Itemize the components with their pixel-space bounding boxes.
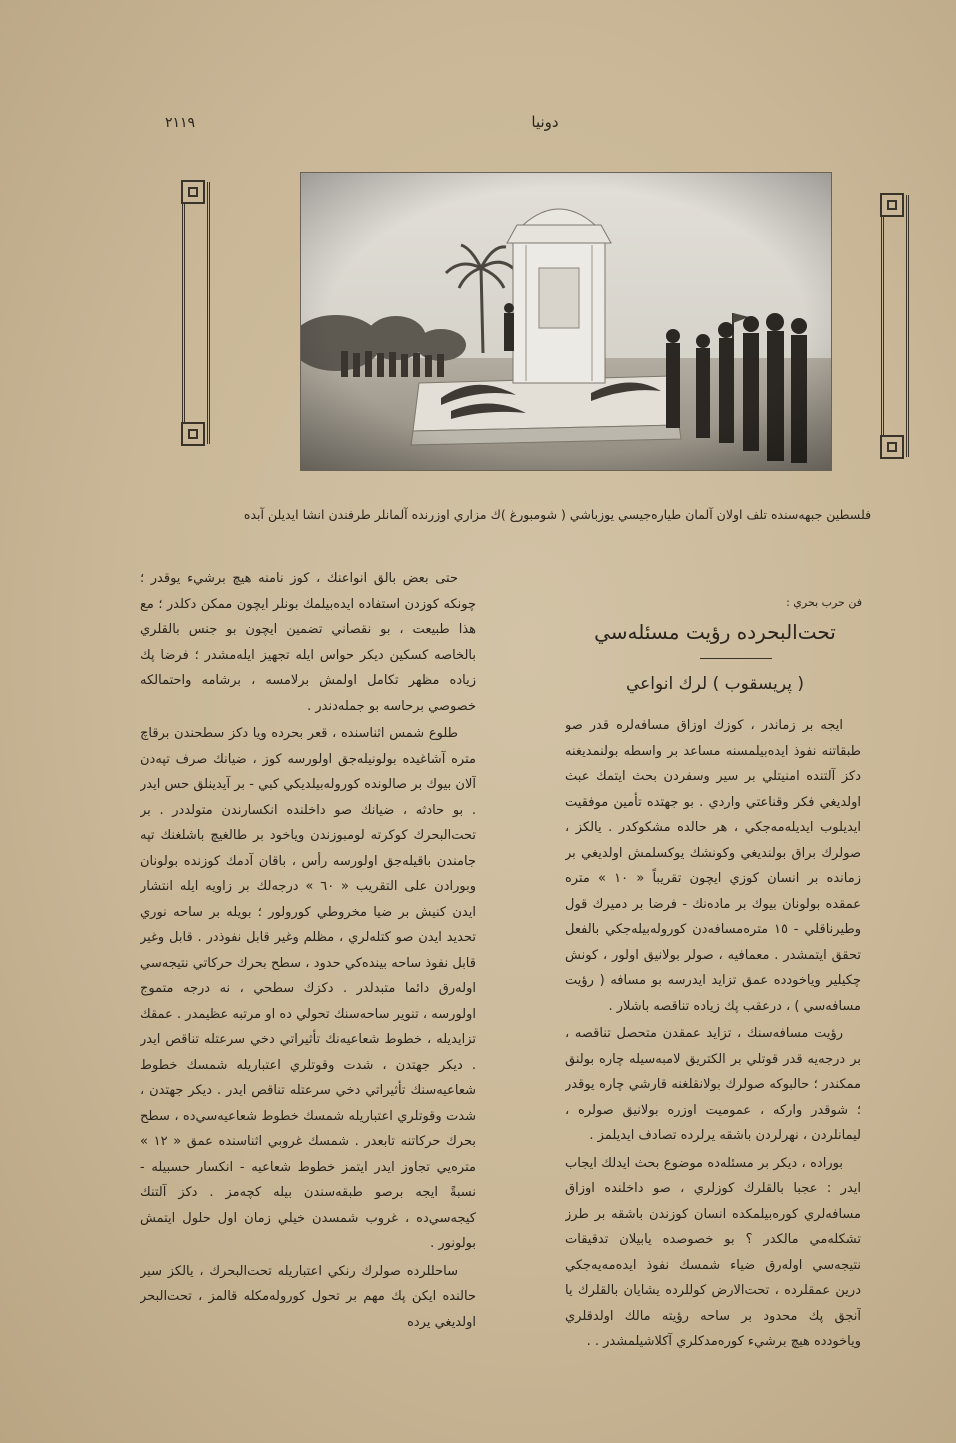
paragraph: طلوع شمس اثناسنده ، قعر بحرده ويا دكز سطحندن برقاچ متره آشاغيده بولونيله‌جق اولورسه كوز ، ضيانك صرف تپه‌دن آلان بيوك بر صالونده كوروله‌بيلديكي كبي - بر آيدينلق حس ايدر . بو حادثه ، ضيانك صو داخلنده انكسارندن متولددر . بر تحت‌البحرك كوكرته لومبوزندن وياخود بر طالغيچ باشلغنك تپه جامندن باقيله‌جق اولورسه رأس ، باقان آدمك كوزنده بولونان وبورادن على التقريب « ٦٠ » درجه‌لك بر زاويه ايله انتشار ايدن كنيش بر ضيا مخروطي كورولور ؛ بويله بر ساحه نوري تحديد ايدن صو كتله‌لري ، مظلم وغير قابل نفوذدر . قابل وغير قابل نفوذ ساحه بينده‌كي حدود ، سطح بحرك حركاتي نتيجه‌سي اوله‌رق دائما متبدلدر . دكزك سطحي ، نه درجه متموج اولورسه ، تنوير ساحه‌سنك تحولي ده او مرتبه عظيمدر . عمقك تزايديله ، خطوط شعاعيه‌نك تأثيراتي دخي سرعتله تناقص ايدر . ديكر جهتدن ، شدت وقوتلري اعتباريله شمسك خطوط شعاعيه‌سنك تأثيراتي دخي سرعتله تناقص ايدر . ديكر جهتدن ، شدت وقوتلري اعتباريله شمسك خطوط شعاعيه‌سي‌ده ، سطح بحرك حركاتنه تابعدر . شمسك غروبي اثناسنده عمق « ١٢ » متره‌يي تجاوز ايدر ايتمز خطوط شعاعيه - انكسار حسبيله - نسبةً ايجه برصو طبقه‌سندن بيله كچه‌مز . دكز آلتنك كيجه‌سي‌ده ، غروب شمسدن خيلي زمان اول حلول ايتمش بولونور . [140,726,476,1251]
decorative-border-right [881,195,909,457]
decorative-border-left [182,182,210,444]
paragraph: ايجه بر زماندر ، كوزك اوزاق مسافه‌لره قدر صو طبقاتنه نفوذ ايده‌بيلمسنه مساعد بر واسطه بولنمديغنه دكز آلتنده امنيتلي بر سير وسفردن بحث ايتمك عبث اولديغي فكر وقناعتي واردي . بو جهتده تأمين موفقيت ايديلوب ايديله‌مه‌جكي ، هر حالده مشكوكدر . يالكز ، صولرك براق بولنديغي وكونشك يوكسلمش اولديغي بر زمانده بر انسان كوزي ايچون تقريباً « ١٠ » متره عمقده بولونان بيوك بر ماده‌نك - فرضا بر دميرك قول وطيرناقلي - ١٥ متره‌مسافه‌دن كوروله‌بيله‌جكي بالفعل تحقق ايتمشدر . معمافيه ، صولر بولانيق اولور ، كونش چكيلير وياخودده عمق تزايد ايدرسه بو مسافه ( رؤيت مسافه‌سي ) ، درعقب پك زياده تناقصه باشلار . [565,718,861,1014]
monument-photo [300,172,832,471]
paragraph: ساحللرده صولرك رنكي اعتباريله تحت‌البحرك ، يالكز سير حالنده ايكن پك مهم بر تحول كوروله‌مكله قالمز ، تحت‌البحر اولديغي يرده [140,1263,476,1330]
title-divider [700,658,772,659]
monument-photo-drawing [301,173,831,470]
photo-caption: فلسطين جبهه‌سنده تلف اولان آلمان طياره‌جيسي يوزباشي ( شومبورغ )ك مزاري اوزرنده آلمانلر طرفندن انشا ايديلن آبده [243,507,872,522]
paragraph: رؤيت مسافه‌سنك ، تزايد عمقدن متحصل تناقصه ، بر درجه‌يه قدر قوتلي بر الكتريق لامبه‌سيله چاره بولنق ممكندر ؛ حالبوكه صولرك بولانقلغنه قارشي چاره يوقدر ؛ شوقدر واركه ، عموميت اوزره بولانيق صولره ، ليمانلردن ، نهرلردن باشقه يرلرده تصادف ايديلمز . [565,1026,861,1143]
section-label: فن حرب بحري : [786,596,862,609]
ornament-square-icon [181,422,205,446]
article-subtitle: ( پريسقوب ) لرك انواعي [625,674,805,694]
article-title: تحت‌البحرده رؤيت مسئله‌سي [594,620,836,644]
ornament-square-icon [880,193,904,217]
paragraph: بوراده ، ديكر بر مسئله‌ده موضوع بحث ايدلك ايجاب ايدر : عجبا بالقلرك كوزلري ، صو داخلنده اوزاق مسافه‌لري كوره‌بيلمكده انسان كوزندن باشقه بر طرز تشكله‌مي مالكدر ؟ بو خصوصده يابيلان تدقيقات نتيجه‌سي اوله‌رق ضياء شمسك نفوذ ايده‌مه‌يه‌جكي درين عمقلرده ، تحت‌الارض كوللرده يشايان بالقلرك يا آنجق پك محدود بر ساحه‌ رؤيته مالك اولدقلري وياخودده هيچ برشيء كوره‌مدكلري آكلاشيلمشدر . . [565,1155,861,1349]
magazine-name: دونيا [531,113,559,131]
paragraph: حتى بعض بالق انواعنك ، كوز نامنه هيچ برشيء يوقدر ؛ چونكه كوزدن استفاده ايده‌بيلمك بونلر ايچون ممكن دكلدر ؛ مع هذا طبيعت ، بو نقصاني تضمين ايچون بو جنس بالقلري بالخاصه كسكين ديكر حواس ايله تجهيز ايله‌مشدر ؛ فرضا پك زياده مظهر تكامل اولمش برلامسه ، برشامه واحتمالكه خصوصي برحاسه بو جمله‌دندر . [140,571,476,714]
ornament-square-icon [181,180,205,204]
article-column-1 [565,713,861,1353]
page-number: ٢١١٩ [164,115,196,131]
ornament-square-icon [880,435,904,459]
article-column-2 [140,566,476,1356]
